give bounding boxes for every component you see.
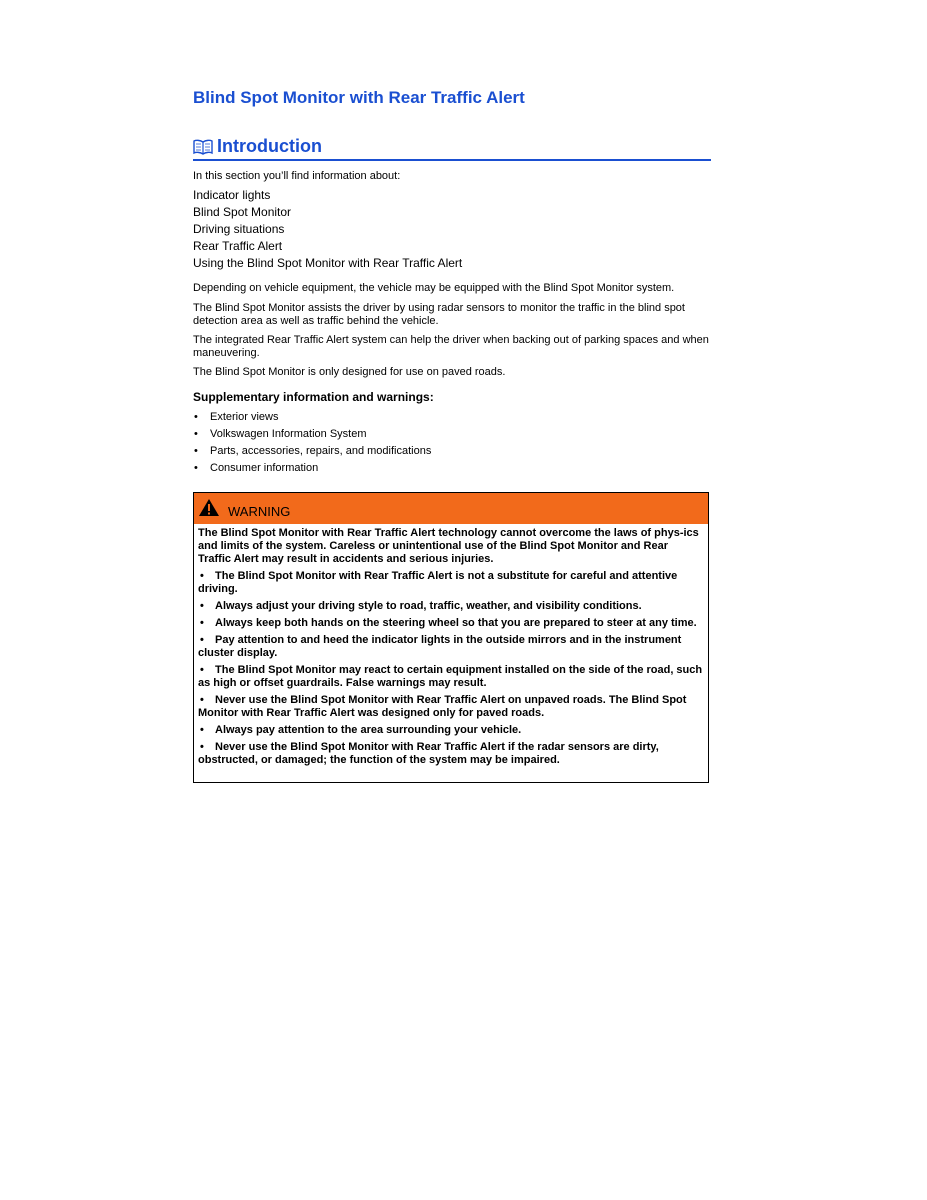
topic-item: Indicator lights [193,188,271,202]
section-header [193,136,711,161]
topic-item: Blind Spot Monitor [193,205,292,219]
supplementary-link[interactable]: • Parts, accessories, repairs, and modifications [194,445,432,457]
paragraph: The Blind Spot Monitor assists the driver by using radar sensors to monitor the traffic in the blind spot detection area as well as traffic behind the vehicle. [193,302,685,327]
topic-list [193,187,462,272]
warning-label: WARNING [228,504,291,519]
supplementary-link[interactable]: • Consumer information [194,462,319,474]
book-icon [193,139,213,155]
supplementary-heading: Supplementary information and warnings: [193,390,434,404]
warning-item: • The Blind Spot Monitor may react to certain equipment installed on the side of the road, such as high or offset guardrails. False warnings may result. [198,664,703,689]
warning-header [194,493,708,524]
page-title: Blind Spot Monitor with Rear Traffic Alert [193,88,525,107]
warning-intro: The Blind Spot Monitor with Rear Traffic Alert technology cannot overcome the laws of phys-ics and limits of the system. Careless or unintentional use of the Blind Spot Monitor and Rear Traffic Alert may result in accidents and serious injuries. [198,527,699,565]
supplementary-link[interactable]: • Volkswagen Information System [194,428,367,440]
supplementary-link[interactable]: • Exterior views [194,411,279,423]
warning-item: • Pay attention to and heed the indicator lights in the outside mirrors and in the instrument cluster display. [198,634,682,659]
warning-item: • The Blind Spot Monitor with Rear Traffic Alert is not a substitute for careful and attentive driving. [198,570,678,595]
warning-item: • Always pay attention to the area surrounding your vehicle. [200,724,522,736]
warning-box [193,492,709,783]
warning-item: • Never use the Blind Spot Monitor with Rear Traffic Alert on unpaved roads. The Blind Spot Monitor with Rear Traffic Alert was designed only for paved roads. [198,694,687,719]
warning-item: • Always keep both hands on the steering wheel so that you are prepared to steer at any time. [200,617,697,629]
warning-triangle-icon [198,498,220,517]
topic-item: Driving situations [193,222,285,236]
paragraph: The Blind Spot Monitor is only designed for use on paved roads. [193,366,506,378]
warning-item: • Always adjust your driving style to road, traffic, weather, and visibility conditions. [200,600,642,612]
paragraph: The integrated Rear Traffic Alert system can help the driver when backing out of parking spaces and when maneuvering. [193,334,709,359]
topic-item: Rear Traffic Alert [193,239,283,253]
section-title: Introduction [217,136,322,156]
paragraph: Depending on vehicle equipment, the vehicle may be equipped with the Blind Spot Monitor system. [193,282,675,294]
warning-item: • Never use the Blind Spot Monitor with Rear Traffic Alert if the radar sensors are dirty, obstructed, or damaged; the function of the system may be impaired. [198,741,659,766]
intro-line: In this section you’ll find information about: [193,170,401,182]
warning-body [194,524,708,767]
supplementary-list [193,409,431,477]
topic-item: Using the Blind Spot Monitor with Rear Traffic Alert [193,256,463,270]
